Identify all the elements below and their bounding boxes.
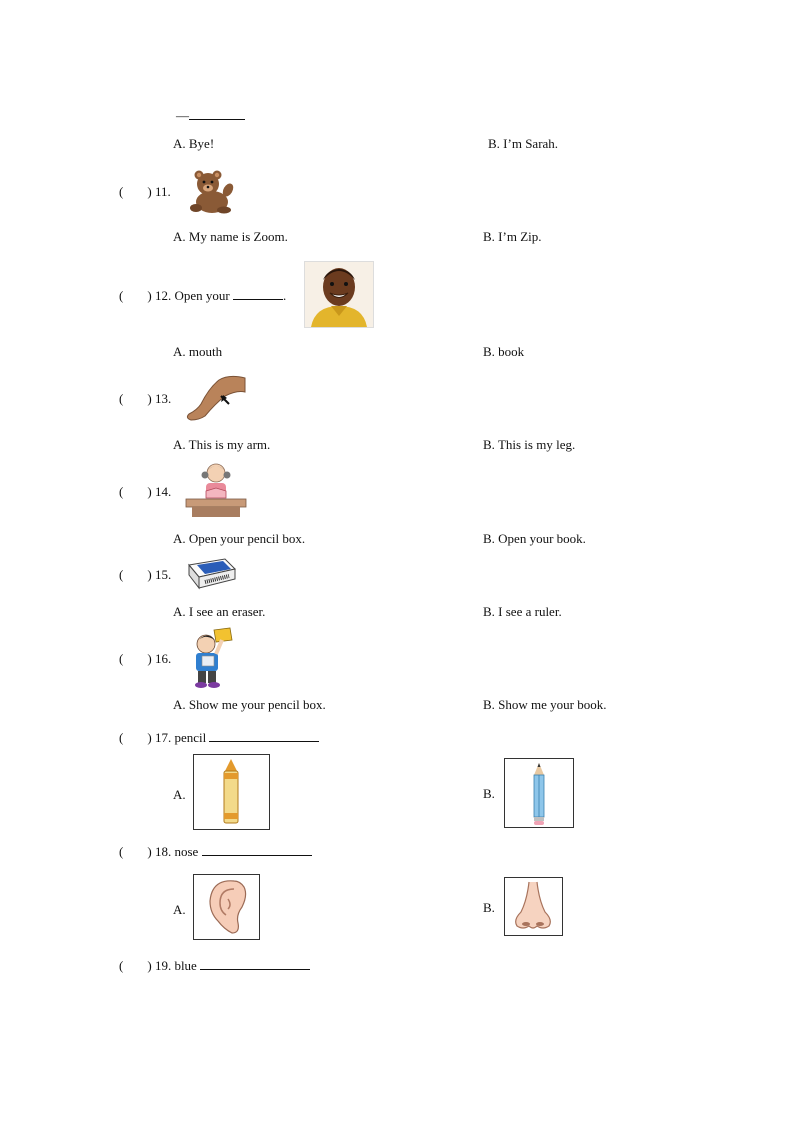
answer-blank[interactable]: [189, 107, 245, 120]
q11-option-a[interactable]: A. My name is Zoom.: [173, 229, 288, 244]
answer-blank[interactable]: [209, 729, 319, 742]
q16-header: ( ) 16.: [119, 651, 172, 666]
q17-option-b-label[interactable]: B.: [483, 786, 495, 801]
q17-option-a-picture[interactable]: [193, 754, 270, 830]
q14-option-b[interactable]: B. Open your book.: [483, 531, 586, 546]
q18-header: ( ) 18. nose: [119, 843, 312, 860]
eraser-icon: [185, 555, 237, 591]
q19-header: ( ) 19. blue: [119, 957, 310, 974]
leg-icon: [185, 374, 247, 422]
q12-header: ( ) 12. Open your .: [119, 288, 287, 303]
answer-blank[interactable]: [202, 843, 312, 856]
q16-option-a[interactable]: A. Show me your pencil box.: [173, 697, 326, 712]
smiling-boy-icon: [304, 261, 374, 328]
q17-option-b-picture[interactable]: [504, 758, 574, 828]
answer-blank[interactable]: [200, 957, 310, 970]
crayon-icon: [222, 759, 240, 825]
ear-icon: [204, 879, 248, 935]
q10-option-a[interactable]: A. Bye!: [173, 136, 215, 151]
q18-option-b-picture[interactable]: [504, 877, 563, 936]
q18-option-a-picture[interactable]: [193, 874, 260, 940]
q18-option-a-label[interactable]: A.: [173, 902, 186, 917]
girl-reading-icon: [184, 461, 248, 521]
q11-option-b[interactable]: B. I’m Zip.: [483, 229, 542, 244]
q13-option-b[interactable]: B. This is my leg.: [483, 437, 576, 452]
q17-option-a-label[interactable]: A.: [173, 787, 186, 802]
q12-option-a[interactable]: A. mouth: [173, 344, 223, 359]
boy-holding-box-icon: [186, 626, 234, 690]
q10-answer-line: —: [176, 107, 245, 124]
nose-icon: [509, 880, 557, 932]
q10-option-b[interactable]: B. I’m Sarah.: [488, 136, 559, 151]
q15-option-b[interactable]: B. I see a ruler.: [483, 604, 562, 619]
answer-blank[interactable]: [233, 287, 283, 300]
q13-option-a[interactable]: A. This is my arm.: [173, 437, 271, 452]
teddy-bear-icon: [188, 168, 236, 214]
q12-option-b[interactable]: B. book: [483, 344, 525, 359]
q13-header: ( ) 13.: [119, 391, 172, 406]
q15-option-a[interactable]: A. I see an eraser.: [173, 604, 266, 619]
q16-option-b[interactable]: B. Show me your book.: [483, 697, 607, 712]
q14-option-a[interactable]: A. Open your pencil box.: [173, 531, 306, 546]
q18-option-b-label[interactable]: B.: [483, 900, 495, 915]
q11-header: ( ) 11.: [119, 184, 171, 199]
pencil-icon: [532, 763, 546, 825]
q14-header: ( ) 14.: [119, 484, 172, 499]
q15-header: ( ) 15.: [119, 567, 172, 582]
q17-header: ( ) 17. pencil: [119, 729, 319, 746]
